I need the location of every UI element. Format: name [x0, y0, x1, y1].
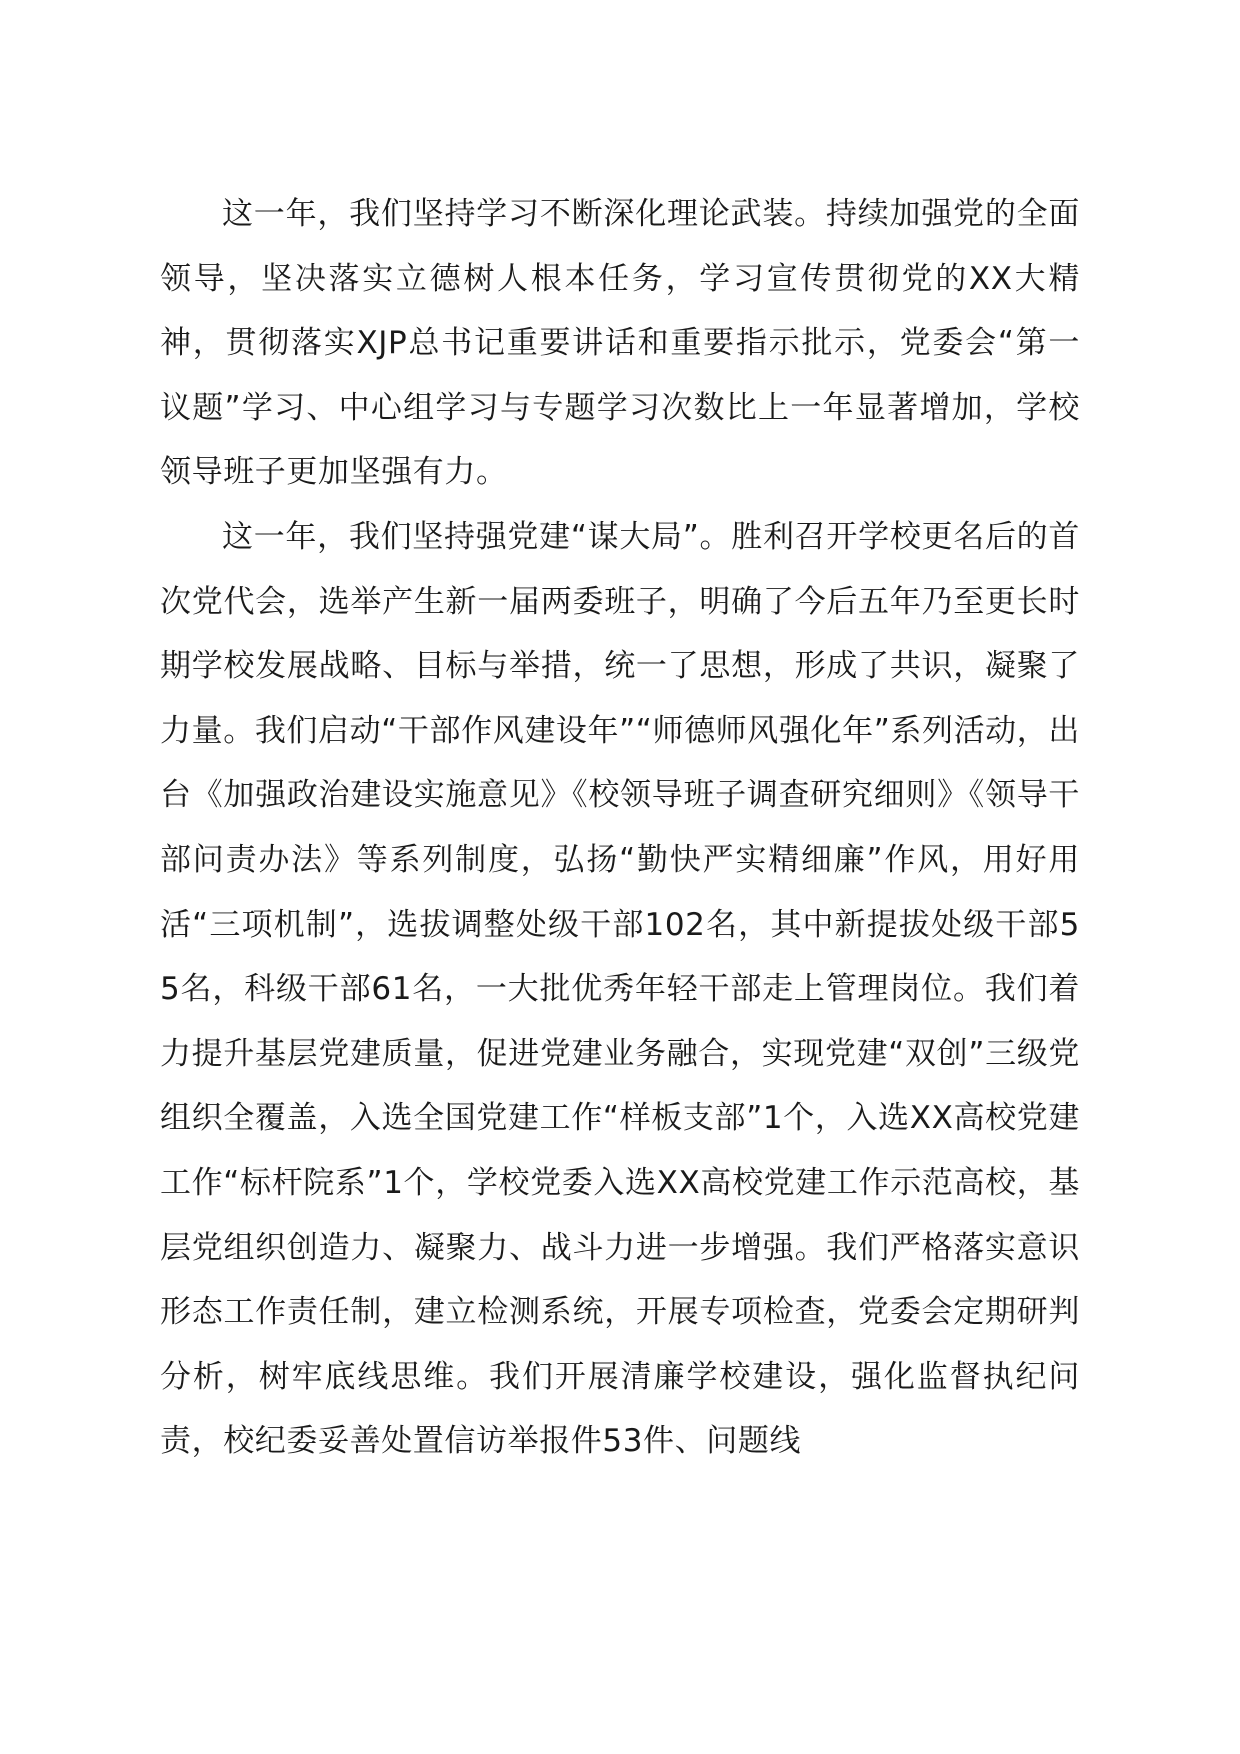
paragraph-party-building: 这一年，我们坚持强党建“谋大局”。胜利召开学校更名后的首次党代会，选举产生新一届两委班子，明确了今后五年乃至更长时期学校发展战略、目标与举措，统一了思想，形成了共识，凝聚了力量。我们启动“干部作风建设年”“师德师风强化年”系列活动，出台《加强政治建设实施意见》《校领导班子调查研究细则》《领导干部问责办法》等系列制度，弘扬“勤快严实精细廉”作风，用好用活“三项机制”，选拔调整处级干部102名，其中新提拔处级干部55名，科级干部61名，一大批优秀年轻干部走上管理岗位。我们着力提升基层党建质量，促进党建业务融合，实现党建“双创”三级党组织全覆盖，入选全国党建工作“样板支部”1个，入选XX高校党建工作“标杆院系”1个，学校党委入选XX高校党建工作示范高校，基层党组织创造力、凝聚力、战斗力进一步增强。我们严格落实意识形态工作责任制，建立检测系统，开展专项检查，党委会定期研判分析，树牢底线思维。我们开展清廉学校建设，强化监督执纪问责，校纪委妥善处置信访举报件53件、问题线 [160, 518, 1080, 1460]
paragraph-theory-study: 这一年，我们坚持学习不断深化理论武装。持续加强党的全面领导，坚决落实立德树人根本任务，学习宣传贯彻党的XX大精神，贯彻落实XJP总书记重要讲话和重要指示批示，党委会“第一议题”学习、中心组学习与专题学习次数比上一年显著增加，学校领导班子更加坚强有力。 [160, 196, 1080, 491]
document-body [160, 182, 1080, 1474]
